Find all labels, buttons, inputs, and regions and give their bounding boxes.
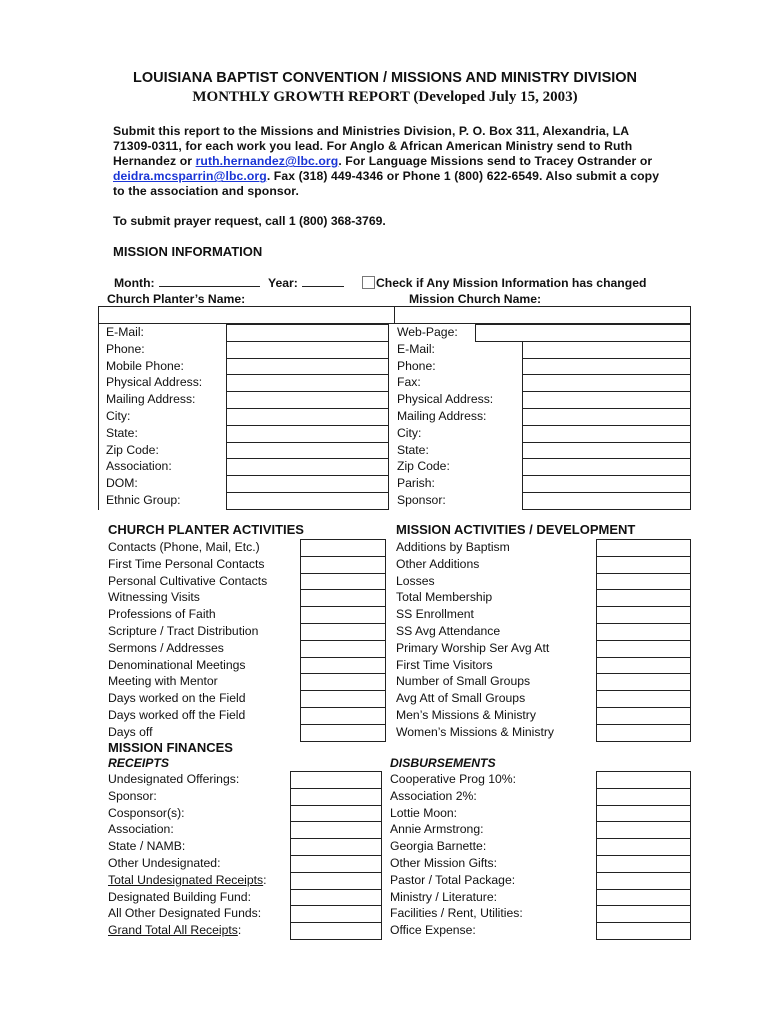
receipt-input[interactable] (290, 889, 382, 907)
web-page-label: Web-Page: (397, 325, 458, 339)
mission-activity-label: SS Enrollment (396, 607, 474, 622)
receipt-label-text: Designated Building Fund: (108, 889, 251, 904)
receipt-label-text: Cosponsor(s): (108, 805, 185, 820)
receipt-label-text: Association: (108, 822, 174, 837)
planter-field-label: Mailing Address: (106, 392, 196, 407)
disbursement-label: Office Expense: (390, 923, 476, 938)
planter-field-input[interactable] (226, 458, 389, 476)
disbursement-input[interactable] (596, 838, 691, 856)
planter-field-input[interactable] (226, 408, 389, 426)
planter-activity-label: Sermons / Addresses (108, 640, 224, 655)
planter-activity-input[interactable] (300, 657, 386, 675)
receipt-input[interactable] (290, 855, 382, 873)
disbursement-input[interactable] (596, 771, 691, 789)
disbursement-label: Ministry / Literature: (390, 889, 498, 904)
planter-field-input[interactable] (226, 324, 389, 342)
disbursement-input[interactable] (596, 922, 691, 940)
mission-field-input[interactable] (522, 425, 691, 443)
planter-activity-label: Scripture / Tract Distribution (108, 624, 259, 638)
mission-field-input[interactable] (522, 442, 691, 460)
planter-activity-label: Denominational Meetings (108, 657, 246, 672)
planter-field-label: DOM: (106, 476, 138, 491)
receipt-label-text: State / NAMB: (108, 839, 186, 854)
planter-field-input[interactable] (226, 358, 389, 376)
mission-field-input[interactable] (522, 475, 691, 493)
form-subtitle: MONTHLY GROWTH REPORT (Developed July 15, 2003) (192, 89, 578, 105)
mission-activity-label: Primary Worship Ser Avg Att (396, 640, 550, 655)
disbursement-label: Annie Armstrong: (390, 822, 484, 837)
planter-activity-label: Professions of Faith (108, 607, 216, 622)
mission-activity-input[interactable] (596, 539, 691, 557)
disbursement-label: Facilities / Rent, Utilities: (390, 906, 523, 921)
planter-activity-input[interactable] (300, 556, 386, 574)
instructions-text-3: . Fax (318) 449-4346 or Phone 1 (800) 622-6549. Also submit a copy to the association and sponsor. (113, 169, 660, 199)
instructions-text-2: . For Language Missions send to Tracey Ostrander or (338, 154, 653, 169)
mission-field-label: E-Mail: (397, 341, 435, 356)
mission-church-name-field[interactable] (394, 306, 691, 324)
mission-activity-input[interactable] (596, 573, 691, 591)
mission-field-input[interactable] (522, 358, 691, 376)
mission-activity-label: Men’s Missions & Ministry (396, 708, 536, 722)
mission-activity-label: SS Avg Attendance (396, 624, 501, 638)
planter-activity-input[interactable] (300, 589, 386, 607)
disbursement-input[interactable] (596, 889, 691, 907)
mission-field-label: Zip Code: (397, 459, 450, 474)
receipt-label-text: Grand Total All Receipts (108, 923, 238, 938)
mission-activity-input[interactable] (596, 724, 691, 742)
receipt-label-colon: : (263, 872, 267, 887)
disbursement-input[interactable] (596, 855, 691, 873)
mission-activity-input[interactable] (596, 707, 691, 725)
receipt-label (108, 789, 157, 803)
disbursement-input[interactable] (596, 905, 691, 923)
mission-field-input[interactable] (522, 391, 691, 409)
disbursement-input[interactable] (596, 805, 691, 823)
planter-field-input[interactable] (226, 374, 389, 392)
receipt-label (108, 890, 251, 904)
month-field[interactable] (159, 286, 260, 287)
mission-field-input[interactable] (522, 492, 691, 510)
receipt-label (108, 822, 174, 836)
planter-activity-input[interactable] (300, 539, 386, 557)
disbursement-label: Pastor / Total Package: (390, 872, 516, 887)
receipt-input[interactable] (290, 788, 382, 806)
receipt-input[interactable] (290, 771, 382, 789)
mission-activity-label: Women’s Missions & Ministry (396, 724, 555, 739)
mission-activity-input[interactable] (596, 690, 691, 708)
receipts-heading: RECEIPTS (108, 756, 169, 770)
disbursement-input[interactable] (596, 821, 691, 839)
receipt-input[interactable] (290, 872, 382, 890)
disbursement-label: Association 2%: (390, 788, 477, 803)
web-page-input[interactable] (475, 324, 691, 342)
mission-activity-label: Losses (396, 573, 435, 588)
receipt-label-text: Other Undesignated: (108, 856, 221, 870)
planter-field-label: State: (106, 425, 138, 440)
mission-field-label: Physical Address: (397, 392, 494, 407)
year-label: Year: (268, 276, 298, 290)
receipt-label (108, 923, 241, 937)
mission-field-input[interactable] (522, 458, 691, 476)
mission-activity-input[interactable] (596, 589, 691, 607)
planter-name-field[interactable] (98, 306, 395, 324)
receipt-label-colon: : (237, 923, 242, 938)
mission-activity-input[interactable] (596, 556, 691, 574)
mission-field-label: Phone: (397, 358, 436, 373)
receipt-label-text: Undesignated Offerings: (108, 772, 240, 786)
planter-field-input[interactable] (226, 492, 389, 510)
mission-information-heading: MISSION INFORMATION (113, 244, 263, 259)
receipt-label-text: Sponsor: (108, 788, 157, 803)
mission-activity-input[interactable] (596, 640, 691, 658)
mission-field-label: Parish: (397, 476, 435, 491)
planter-field-label: Zip Code: (106, 442, 159, 457)
mission-field-input[interactable] (522, 374, 691, 392)
mission-field-input[interactable] (522, 341, 691, 359)
planter-activity-input[interactable] (300, 606, 386, 624)
mission-activities-heading: MISSION ACTIVITIES / DEVELOPMENT (396, 522, 636, 537)
planter-activities-heading: CHURCH PLANTER ACTIVITIES (108, 522, 304, 537)
planter-activity-input[interactable] (300, 724, 386, 742)
planter-activity-label: Witnessing Visits (108, 590, 200, 605)
email-link-ruth[interactable]: ruth.hernandez@lbc.org (195, 154, 339, 169)
mission-activity-label: Additions by Baptism (396, 540, 510, 554)
instructions-text-1: Submit this report to the Missions and Ministries Division, P. O. Box 311, Alexandria, LA 71309-0311, for each work you lead. For Anglo & African American Ministry send to Ruth Hernandez or (113, 124, 633, 169)
receipt-input[interactable] (290, 922, 382, 940)
planter-field-input[interactable] (226, 475, 389, 493)
receipt-label (108, 906, 261, 920)
receipt-input[interactable] (290, 838, 382, 856)
receipt-label (108, 856, 220, 870)
planter-activity-label: Days worked on the Field (108, 691, 246, 706)
planter-field-label: E-Mail: (106, 325, 144, 339)
month-label: Month: (114, 276, 155, 290)
form-title: LOUISIANA BAPTIST CONVENTION / MISSIONS AND MINISTRY DIVISION (132, 70, 638, 86)
mission-finances-heading: MISSION FINANCES (108, 740, 233, 755)
receipt-label-text: Total Undesignated Receipts (108, 872, 264, 887)
mission-field-label: State: (397, 442, 429, 457)
disbursement-label: Cooperative Prog 10%: (390, 772, 517, 786)
receipt-input[interactable] (290, 905, 382, 923)
mission-activity-label: Number of Small Groups (396, 674, 531, 689)
planter-field-input[interactable] (226, 442, 389, 460)
mission-activity-label: Other Additions (396, 556, 480, 571)
year-field[interactable] (302, 286, 344, 287)
planter-activity-label: First Time Personal Contacts (108, 556, 265, 571)
planter-field-input[interactable] (226, 341, 389, 359)
disbursements-heading: DISBURSEMENTS (390, 756, 496, 770)
info-changed-label: Check if Any Mission Information has changed (376, 276, 647, 290)
planter-activity-input[interactable] (300, 673, 386, 691)
planter-field-label: Mobile Phone: (106, 358, 184, 373)
planter-activity-input[interactable] (300, 573, 386, 591)
planter-activity-input[interactable] (300, 690, 386, 708)
planter-field-label: Physical Address: (106, 375, 203, 390)
info-changed-checkbox[interactable] (362, 276, 375, 289)
planter-activity-label: Personal Cultivative Contacts (108, 573, 268, 588)
planter-field-label: Association: (106, 459, 172, 474)
disbursement-label: Lottie Moon: (390, 805, 458, 820)
planter-field-label: City: (106, 409, 131, 423)
mission-activity-label: Total Membership (396, 590, 493, 605)
planter-activity-input[interactable] (300, 640, 386, 658)
receipt-input[interactable] (290, 821, 382, 839)
receipt-label (108, 806, 185, 820)
mission-field-label: Fax: (397, 375, 421, 390)
planter-activity-input[interactable] (300, 623, 386, 641)
receipt-label (108, 772, 239, 786)
planter-activity-label: Days off (108, 724, 153, 739)
disbursement-input[interactable] (596, 788, 691, 806)
receipt-label (108, 839, 185, 853)
mission-activity-input[interactable] (596, 623, 691, 641)
mission-activity-label: First Time Visitors (396, 657, 493, 672)
planter-activity-label: Meeting with Mentor (108, 674, 218, 689)
receipt-label (108, 873, 267, 887)
planter-field-input[interactable] (226, 391, 389, 409)
mission-field-label: Mailing Address: (397, 409, 487, 423)
disbursement-input[interactable] (596, 872, 691, 890)
planter-field-input[interactable] (226, 425, 389, 443)
planter-field-label: Ethnic Group: (106, 493, 181, 507)
mission-activity-label: Avg Att of Small Groups (396, 691, 526, 706)
prayer-request-text: To submit prayer request, call 1 (800) 368-3769. (113, 214, 386, 228)
mission-activity-input[interactable] (596, 673, 691, 691)
email-link-deidra[interactable]: deidra.mcsparrin@lbc.org (113, 169, 267, 184)
mission-field-label: City: (397, 425, 422, 440)
disbursement-label: Georgia Barnette: (390, 839, 487, 854)
receipt-label-text: All Other Designated Funds: (108, 906, 262, 921)
receipt-input[interactable] (290, 805, 382, 823)
planter-activity-label: Contacts (Phone, Mail, Etc.) (108, 540, 260, 554)
disbursement-label: Other Mission Gifts: (390, 856, 498, 870)
instructions-paragraph (113, 124, 663, 199)
mission-church-name-label: Mission Church Name: (409, 292, 542, 306)
planter-activity-label: Days worked off the Field (108, 708, 246, 722)
mission-field-input[interactable] (522, 408, 691, 426)
planter-field-label: Phone: (106, 341, 145, 356)
mission-activity-input[interactable] (596, 657, 691, 675)
mission-field-label: Sponsor: (397, 493, 446, 507)
mission-activity-input[interactable] (596, 606, 691, 624)
planter-name-label: Church Planter’s Name: (107, 292, 246, 306)
planter-activity-input[interactable] (300, 707, 386, 725)
